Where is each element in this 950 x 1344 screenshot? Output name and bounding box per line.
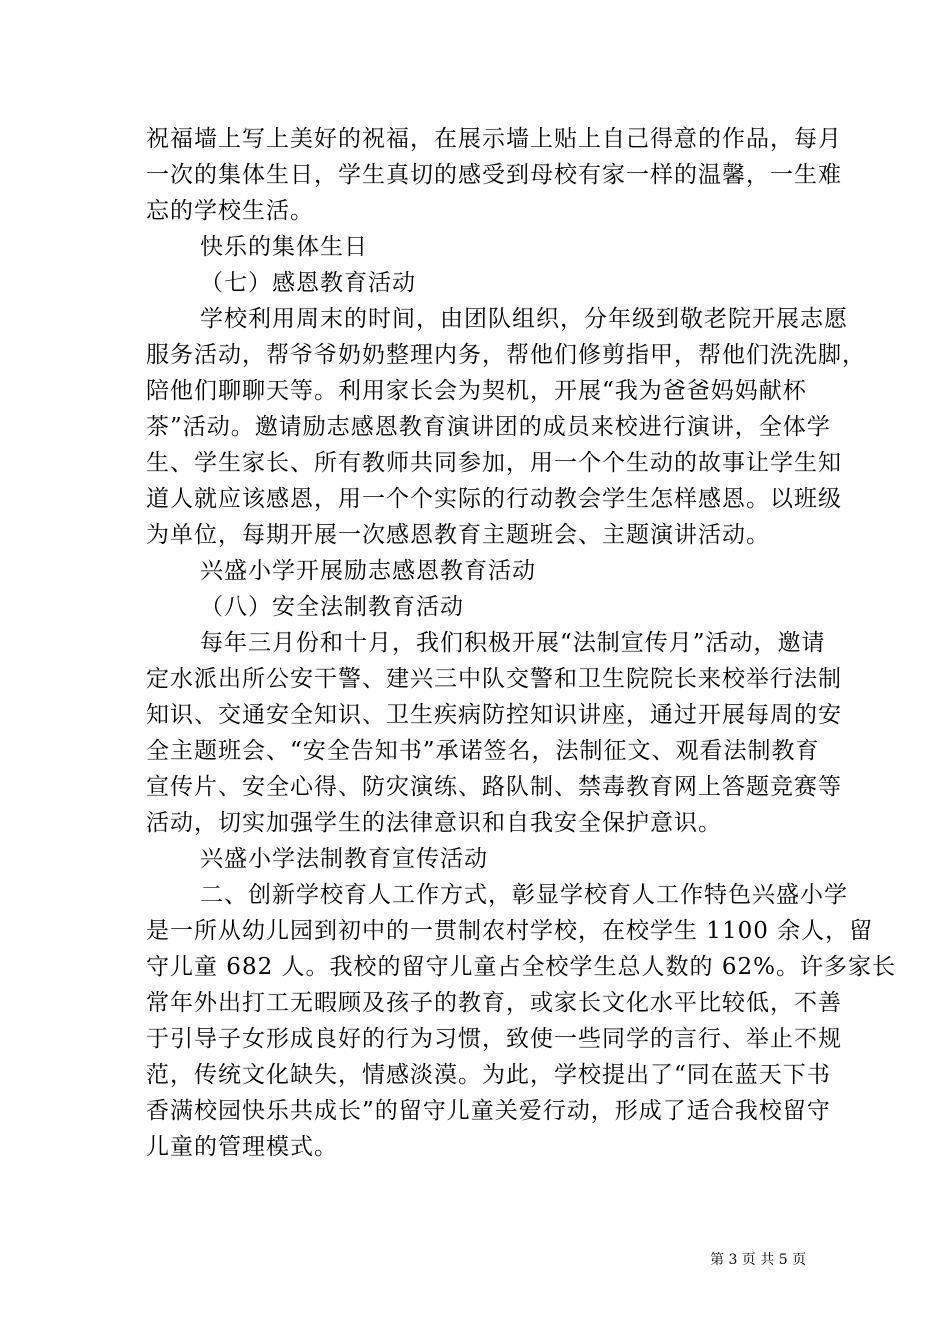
text-line: 守儿童 682 人。我校的留守儿童占全校学生总人数的 62%。许多家长 [146, 954, 896, 980]
text-line: 忘的学校生活。 [146, 198, 314, 224]
text-line: 二、创新学校育人工作方式，彰显学校育人工作特色兴盛小学 [200, 882, 848, 908]
text-line: 于引导子女形成良好的行为习惯，致使一些同学的言行、举止不规 [146, 1026, 842, 1052]
text-line: 道人就应该感恩，用一个个实际的行动教会学生怎样感恩。以班级 [146, 486, 842, 512]
text-line: 全主题班会、“安全告知书”承诺签名，法制征文、观看法制教育 [146, 738, 820, 764]
caption-line: 快乐的集体生日 [200, 234, 368, 260]
section-heading: （七）感恩教育活动 [200, 270, 416, 296]
text-line: 知识、交通安全知识、卫生疾病防控知识讲座，通过开展每周的安 [146, 702, 842, 728]
text-line: 香满校园快乐共成长”的留守儿童关爱行动，形成了适合我校留守 [146, 1098, 831, 1124]
text-line: 为单位，每期开展一次感恩教育主题班会、主题演讲活动。 [146, 522, 770, 548]
text-line: 宣传片、安全心得、防灾演练、路队制、禁毒教育网上答题竞赛等 [146, 774, 842, 800]
text-line: 学校利用周末的时间，由团队组织，分年级到敬老院开展志愿 [200, 306, 848, 332]
section-heading: （八）安全法制教育活动 [200, 594, 464, 620]
text-line: 茶”活动。邀请励志感恩教育演讲团的成员来校进行演讲，全体学 [146, 414, 831, 440]
text-line: 服务活动，帮爷爷奶奶整理内务，帮他们修剪指甲，帮他们洗洗脚， [146, 342, 866, 368]
text-line: 范，传统文化缺失，情感淡漠。为此，学校提出了“同在蓝天下书 [146, 1062, 831, 1088]
text-line: 常年外出打工无暇顾及孩子的教育，或家长文化水平比较低，不善 [146, 990, 842, 1016]
text-line: 每年三月份和十月，我们积极开展“法制宣传月”活动，邀请 [200, 630, 826, 656]
text-line: 祝福墙上写上美好的祝福，在展示墙上贴上自己得意的作品，每月 [146, 126, 842, 152]
text-line: 生、学生家长、所有教师共同参加，用一个个生动的故事让学生知 [146, 450, 842, 476]
text-line: 是一所从幼儿园到初中的一贯制农村学校，在校学生 1100 余人，留 [146, 918, 874, 944]
text-line: 活动，切实加强学生的法律意识和自我安全保护意识。 [146, 810, 722, 836]
text-line: 陪他们聊聊天等。利用家长会为契机，开展“我为爸爸妈妈献杯 [146, 378, 807, 404]
caption-line: 兴盛小学法制教育宣传活动 [200, 846, 488, 872]
text-line: 儿童的管理模式。 [146, 1134, 338, 1160]
caption-line: 兴盛小学开展励志感恩教育活动 [200, 558, 536, 584]
page-number-footer: 第 3 页 共 5 页 [710, 1252, 807, 1268]
text-line: 一次的集体生日，学生真切的感受到母校有家一样的温馨，一生难 [146, 162, 842, 188]
text-line: 定水派出所公安干警、建兴三中队交警和卫生院院长来校举行法制 [146, 666, 842, 692]
